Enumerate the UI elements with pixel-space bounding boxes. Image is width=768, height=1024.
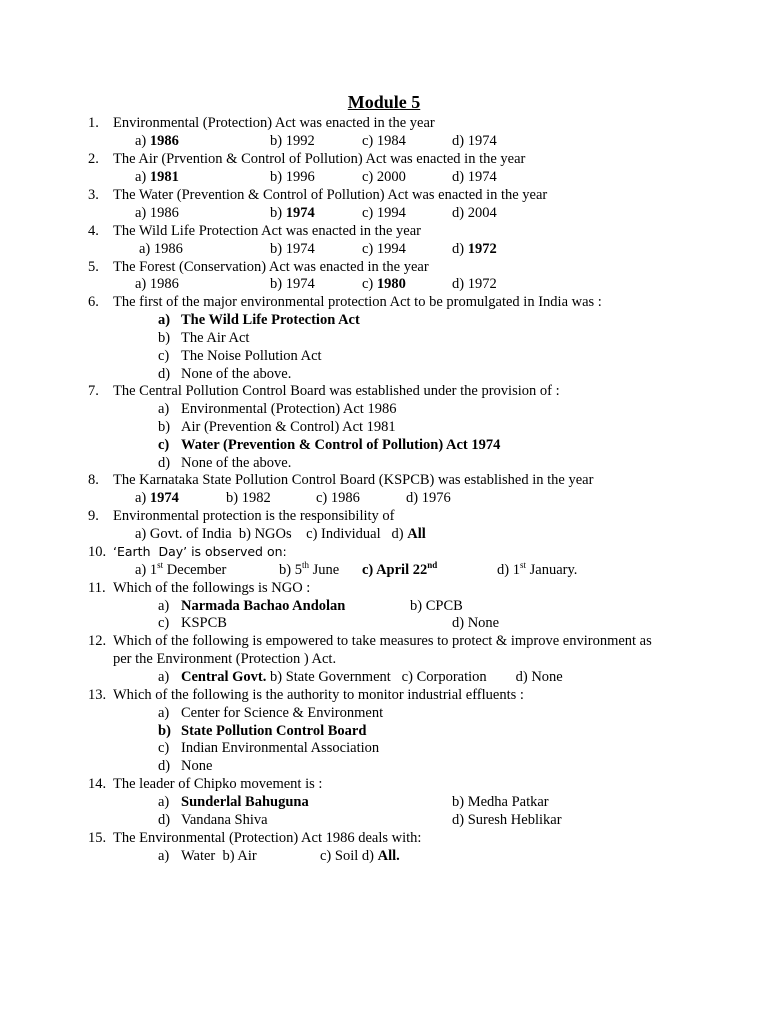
option-a: a) 1974 (135, 490, 179, 506)
option-d: d) 1976 (406, 490, 451, 506)
option-b: b) 1982 (226, 490, 271, 506)
page-title: Module 5 (347, 92, 421, 112)
option-a: a) 1986 (139, 241, 183, 257)
option-a: a) 1986 (135, 133, 179, 149)
option-d: d) 1972 (452, 241, 497, 257)
option-a: a) 1986 (135, 276, 179, 292)
option-d: d) 1972 (452, 276, 497, 292)
option-c: c) 1980 (362, 276, 406, 292)
option-c: c) 1984 (362, 133, 406, 149)
option-d: d) 1974 (452, 133, 497, 149)
option-b: b) 1974 (270, 241, 315, 257)
option-b: b) 1996 (270, 169, 315, 185)
option-a: a) 1st December (135, 560, 227, 578)
option-c: c) April 22nd (362, 560, 438, 578)
option-c: c) 2000 (362, 169, 406, 185)
option-b: b) 1992 (270, 133, 315, 149)
option-a: a) 1981 (135, 169, 179, 185)
option-d: d) 1974 (452, 169, 497, 185)
option-c: c) 1986 (316, 490, 360, 506)
option-c: c) 1994 (362, 205, 406, 221)
option-b: b) 5th June (279, 560, 340, 578)
question-text: Environmental (Protection) Act was enacted in the year (113, 115, 435, 131)
options: a) Govt. of India b) NGOs c) Individual d) All (135, 526, 426, 542)
option-c: c) 1994 (362, 241, 406, 257)
question-number: 1. (88, 115, 99, 131)
option-d: d) 2004 (452, 205, 497, 221)
document-page: Module 5 1. Environmental (Protection) Act was enacted in the year a) 1986 b) 1992 c) 1984 d) 1974 2. The Air (Prvention & Control of Pollution) Act was enacted in the year a) 1981 b) 1996 c) 2000 d) 1974 3. The Water (Prevention & Control of Pollution) Act was enacted in the year a) 1986 b) 1974 c) 1994 d) 2004 4. The Wild Life Protection Act was enacted in the year a) 1986 b) 1974 c) 1994 d) 1972 5. The Forest (Conservation) Act was enacted in the year a) 1986 b) 1974 c) 1980 d) 1972 6. The first of the major environmental protection Act to be promulgated in India was : a) The Wild Life Protection Act b) The Air Act c) The Noise Pollution Act d) None of the above. 7. The Central Pollution Control Board was established under the provision of : a) Environmental (Protection) Act 1986 b) Air (Prevention & Control) Act 1981 c) Water (Prevention & Control of Pollution) Act 1974 d) None of the above. 8. The Karnataka State Pollution Control Board (KSPCB) was established in the year a) 1974 b) 1982 c) 1986 d) 1976 9. Environmental protection is the responsibility of a) Govt. of India b) NGOs c) Individual d) All 10. ‘Earth Day’ is observed on: a) 1st December b) 5th June c) April 22nd d) 1st January. 11. Which of the followings is NGO : a) Narmada Bachao Andolan b) CPCB c) KSPCB d) None 12. Which of the following is empowered to take measures to protect & improve environment as per the Environment (Protection ) Act. a) Central Govt. b) State Government c) Corporation d) None 13. Which of the following is the authority to monitor industrial effluents : a) Center for Science & Environment b) State Pollution Control Board c) Indian Environmental Association d) None 14. The leader of Chipko movement is : a) Sunderlal Bahuguna b) Medha Patkar d) Vandana Shiva d) Suresh Heblikar 15. The Environmental (Protection) Act 1986 deals with: a) Water b) Air c) Soil d) All. (0, 0, 768, 1024)
option-b: b) 1974 (270, 205, 315, 221)
option-a: a) 1986 (135, 205, 179, 221)
option-b: b) 1974 (270, 276, 315, 292)
option-d: d) 1st January. (497, 560, 578, 578)
